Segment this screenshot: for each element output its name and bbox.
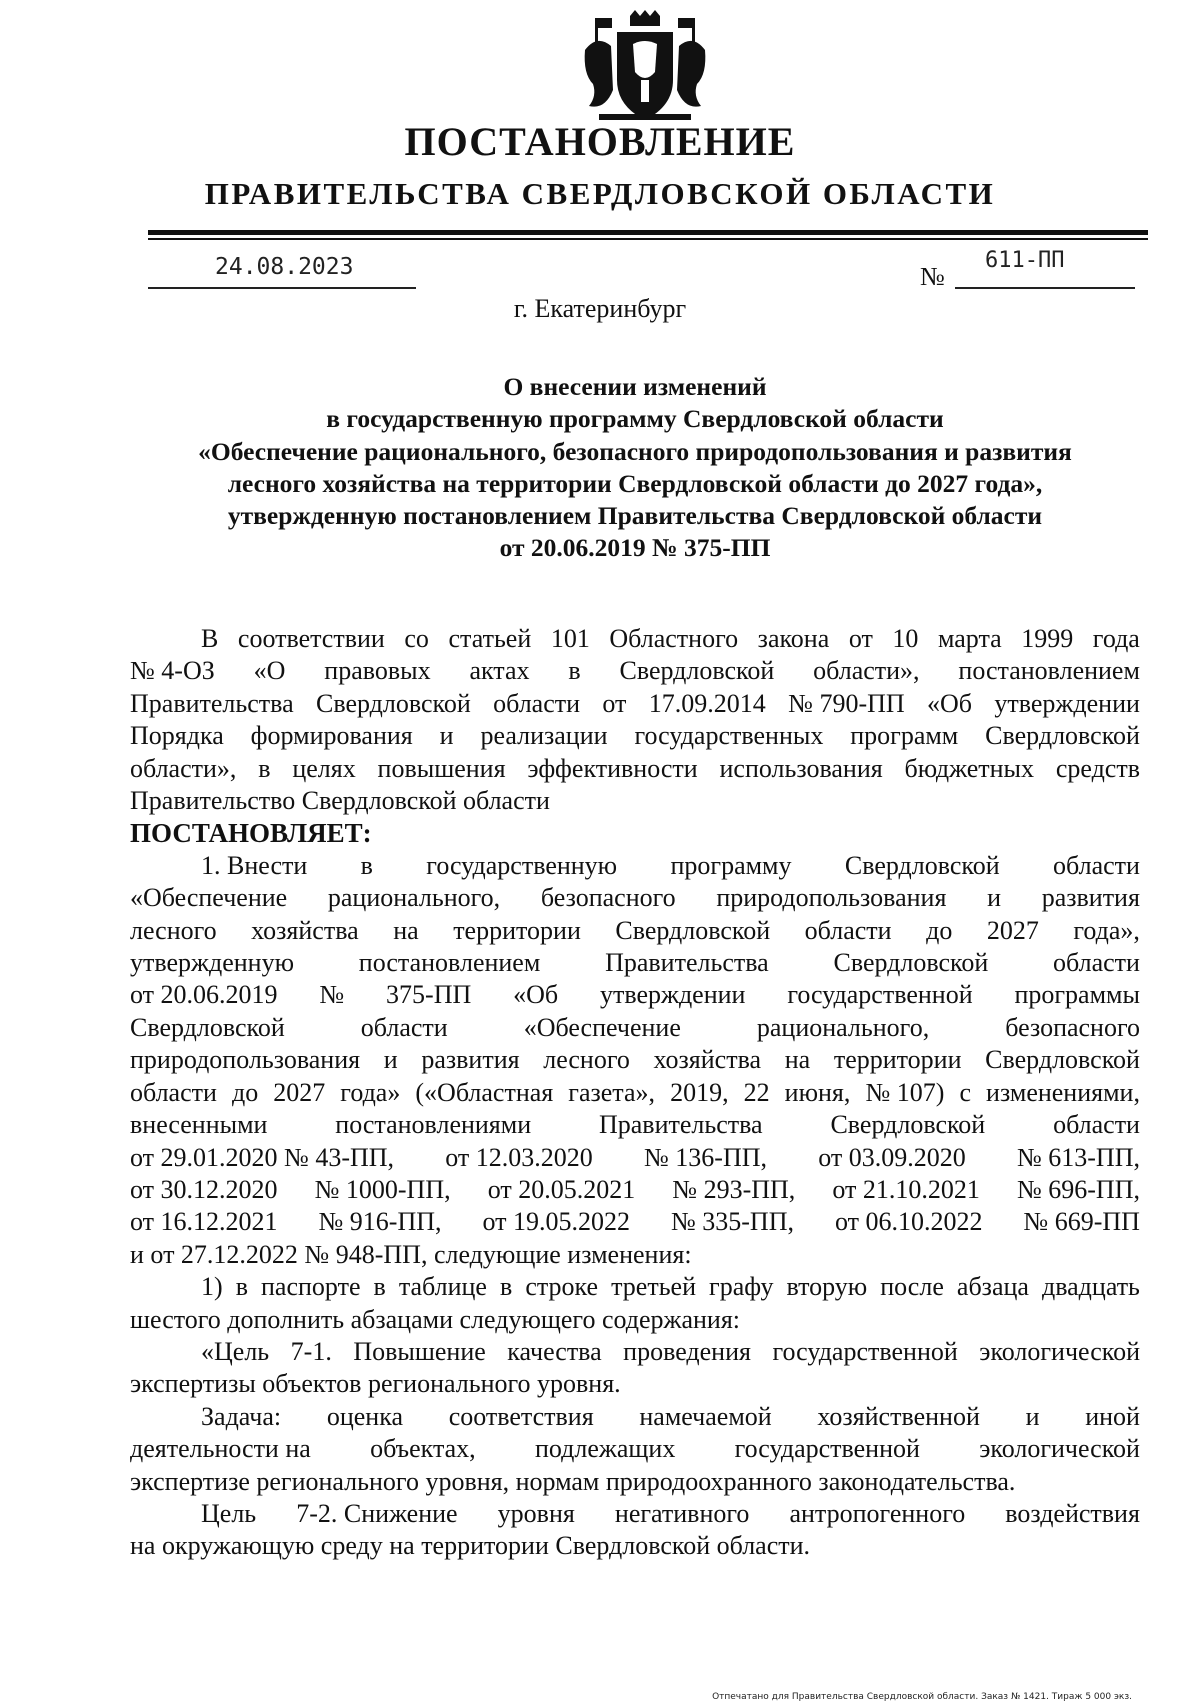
body-word: и	[383, 1045, 398, 1075]
body-word: Областного	[609, 624, 739, 653]
body-word: изменениями,	[986, 1077, 1140, 1107]
body-word: государственной	[734, 1434, 920, 1464]
body-word: области	[804, 915, 892, 945]
body-word: 1)	[201, 1272, 223, 1302]
body-line: Правительство Свердловской области	[130, 786, 550, 816]
body-line: и от 27.12.2022 № 948-ПП, следующие изменения:	[130, 1239, 692, 1269]
body-word: использования	[719, 753, 883, 783]
body-word: целях	[292, 753, 356, 783]
body-line	[130, 720, 1140, 752]
date-underline	[148, 287, 416, 289]
number-sign: №	[920, 262, 945, 291]
body-word: третьей	[611, 1272, 697, 1302]
body-word: Повышение	[353, 1336, 486, 1366]
body-word: программ	[850, 721, 959, 751]
body-line	[130, 1271, 1140, 1303]
body-word: области	[1053, 850, 1140, 880]
body-word: от 20.05.2021	[487, 1174, 636, 1204]
body-word: лесного	[130, 915, 217, 945]
body-word: антропогенного	[789, 1498, 966, 1528]
body-word: и	[439, 721, 454, 751]
body-word: рационального,	[756, 1012, 930, 1042]
body-word: области	[130, 1077, 217, 1107]
body-word: деятельности на	[130, 1434, 311, 1464]
body-word: графу	[709, 1272, 774, 1302]
body-word: программу	[670, 850, 792, 880]
body-word: повышения	[377, 753, 506, 783]
body-word: экологической	[979, 1336, 1140, 1366]
body-word: от	[848, 624, 873, 653]
body-word: средств	[1055, 753, 1140, 783]
body-word: «Об	[513, 980, 559, 1010]
body-word: и	[1025, 1401, 1040, 1431]
body-word: («Областная	[415, 1077, 554, 1107]
body-word: постановлениями	[335, 1110, 532, 1140]
body-word: актах	[469, 656, 530, 686]
body-word: 7-2. Снижение	[296, 1498, 458, 1528]
body-word: 375-ПП	[386, 980, 472, 1010]
body-word: «Обеспечение	[523, 1012, 681, 1042]
body-line	[130, 1012, 1140, 1044]
document-body	[130, 623, 1140, 1563]
issuing-authority-title: ПРАВИТЕЛЬСТВА СВЕРДЛОВСКОЙ ОБЛАСТИ	[204, 176, 996, 211]
body-word: оценка	[326, 1401, 403, 1431]
body-word: проведения	[623, 1336, 751, 1366]
body-word: № 107)	[865, 1077, 945, 1107]
body-line	[130, 915, 1140, 947]
body-word: Свердловской	[619, 656, 775, 686]
body-line	[130, 623, 1140, 655]
body-word: Цель	[201, 1498, 257, 1528]
body-word: № 4-ОЗ	[130, 656, 215, 686]
body-word: года	[1092, 624, 1140, 653]
body-line	[130, 947, 1140, 979]
body-word: Свердловской	[833, 948, 989, 978]
body-line	[130, 655, 1140, 687]
body-line: на окружающую среду на территории Свердловской области.	[130, 1531, 811, 1561]
document-heading	[130, 371, 1140, 565]
body-word: государственной	[772, 1336, 958, 1366]
body-word: государственной	[787, 980, 973, 1010]
body-word: природопользования	[716, 883, 947, 913]
body-line	[130, 850, 1140, 882]
body-word: области	[1053, 948, 1140, 978]
body-word: со	[404, 624, 429, 653]
body-word: утвержденную	[130, 948, 295, 978]
body-word: статьей	[448, 624, 532, 653]
body-word: паспорте	[261, 1272, 361, 1302]
body-word: «О	[253, 656, 286, 686]
body-word: от 29.01.2020 № 43-ПП,	[130, 1142, 395, 1172]
body-word: области»,	[813, 656, 920, 686]
body-word: от 06.10.2022	[834, 1207, 983, 1237]
body-word: подлежащих	[534, 1434, 676, 1464]
body-word: утверждении	[994, 688, 1140, 718]
body-word: №	[319, 980, 345, 1010]
body-word: от 30.12.2020	[130, 1174, 278, 1204]
body-word: В	[201, 624, 219, 653]
body-word: 2019,	[670, 1077, 729, 1107]
body-word: Правительства	[605, 948, 769, 978]
body-word: правовых	[324, 656, 431, 686]
body-word: таблице	[398, 1272, 487, 1302]
body-word: № 1000-ПП,	[314, 1174, 451, 1204]
body-word: соответствия	[448, 1401, 594, 1431]
body-word: 1. Внести	[201, 850, 308, 880]
body-word: Правительства	[130, 688, 294, 718]
body-word: № 136-ПП,	[643, 1142, 768, 1172]
body-word: от 20.06.2019	[130, 980, 278, 1010]
body-word: реализации	[480, 721, 608, 751]
body-word: 101	[550, 624, 590, 653]
body-word: «Обеспечение	[130, 883, 288, 913]
body-word: 10	[892, 624, 919, 653]
heading-line: от 20.06.2019 № 375-ПП	[499, 533, 771, 563]
body-word: № 696-ПП,	[1016, 1174, 1140, 1204]
body-word: от 16.12.2021	[130, 1207, 278, 1237]
body-word: области	[1053, 1110, 1140, 1140]
body-line	[130, 1336, 1140, 1368]
body-word: постановлением	[958, 656, 1140, 686]
body-word: Свердловской	[844, 850, 1000, 880]
body-word: природопользования	[130, 1045, 361, 1075]
body-word: марта	[937, 624, 1002, 653]
body-word: Свердловской	[130, 1012, 285, 1042]
body-word: в	[258, 753, 271, 783]
body-word: на	[393, 915, 419, 945]
body-word: 2027	[273, 1077, 326, 1107]
body-word: 7-1.	[290, 1336, 332, 1366]
body-word: государственную	[426, 850, 618, 880]
body-word: Свердловской	[985, 1045, 1140, 1075]
body-word: № 335-ПП,	[670, 1207, 794, 1237]
body-word: Свердловской	[315, 688, 471, 718]
print-run-note: Отпечатано для Правительства Свердловской области. Заказ № 1421. Тираж 5 000 экз.	[712, 1692, 1132, 1702]
body-word: хозяйства	[251, 915, 359, 945]
body-line: экспертизы объектов регионального уровня.	[130, 1369, 621, 1399]
body-word: 2027	[986, 915, 1039, 945]
body-line	[130, 882, 1140, 914]
body-word: негативного	[614, 1498, 750, 1528]
body-word: в	[360, 850, 373, 880]
body-word: в	[373, 1272, 386, 1302]
body-word: № 790-ПП	[788, 688, 905, 718]
body-word: от 12.03.2020	[445, 1142, 593, 1172]
body-word: июня,	[784, 1077, 851, 1107]
body-word: от	[602, 688, 627, 718]
number-underline	[955, 287, 1135, 289]
body-word: иной	[1085, 1401, 1140, 1431]
body-word: области	[493, 688, 581, 718]
body-word: строке	[525, 1272, 599, 1302]
body-word: утверждении	[599, 980, 746, 1010]
body-word: развития	[1041, 883, 1140, 913]
body-word: с	[959, 1077, 971, 1107]
body-word: области»,	[130, 753, 237, 783]
body-word: № 613-ПП,	[1016, 1142, 1140, 1172]
body-word: № 916-ПП,	[318, 1207, 442, 1237]
body-word: постановлением	[358, 948, 541, 978]
body-word: экологической	[979, 1434, 1140, 1464]
body-word: 22	[743, 1077, 770, 1107]
body-word: бюджетных	[904, 753, 1035, 783]
body-word: территории	[453, 915, 581, 945]
body-line	[130, 1077, 1140, 1109]
body-word: № 293-ПП,	[672, 1174, 796, 1204]
body-word: воздействия	[1005, 1498, 1140, 1528]
body-line	[130, 1206, 1140, 1238]
body-word: вторую	[786, 1272, 868, 1302]
body-word: от 21.10.2021	[832, 1174, 980, 1204]
body-line	[130, 1174, 1140, 1206]
body-word: государственных	[634, 721, 824, 751]
heading-line: О внесении изменений	[503, 372, 767, 401]
body-word: программы	[1014, 980, 1140, 1010]
body-word: рационального,	[327, 883, 501, 913]
header-divider-thin	[148, 238, 1148, 240]
body-word: безопасного	[1005, 1012, 1140, 1042]
body-word: газета»,	[568, 1077, 656, 1107]
body-line	[130, 1142, 1140, 1174]
body-word: хозяйства	[653, 1045, 762, 1075]
body-line	[130, 979, 1140, 1011]
body-word: в	[568, 656, 581, 686]
body-line: шестого дополнить абзацами следующего содержания:	[130, 1304, 741, 1334]
body-word: до	[926, 915, 953, 945]
body-word: «Об	[927, 688, 973, 718]
body-line	[130, 753, 1140, 785]
body-word: до	[231, 1077, 259, 1107]
body-line	[130, 1498, 1140, 1530]
coat-of-arms-emblem	[575, 10, 715, 128]
body-word: внесенными	[130, 1110, 268, 1140]
body-word: Правительства	[598, 1110, 763, 1140]
heading-line: в государственную программу Свердловской области	[326, 404, 944, 434]
body-word: развития	[421, 1045, 520, 1075]
body-word: формирования	[250, 721, 413, 751]
body-word: года»	[340, 1077, 401, 1107]
body-word: в	[500, 1272, 513, 1302]
document-type-title: ПОСТАНОВЛЕНИЕ	[404, 119, 796, 164]
body-word: после	[880, 1272, 944, 1302]
body-word: намечаемой	[639, 1401, 772, 1431]
body-word: от 03.09.2020	[818, 1142, 966, 1172]
city-line: г. Екатеринбург	[513, 294, 687, 323]
body-word: закона	[757, 624, 830, 653]
body-line	[130, 1044, 1140, 1076]
body-word: № 669-ПП	[1023, 1207, 1140, 1237]
document-number: 611-ПП	[985, 248, 1065, 273]
body-word: Свердловской	[830, 1110, 986, 1140]
heading-line: «Обеспечение рационального, безопасного природопользования и развития	[198, 436, 1072, 466]
body-line: экспертизе регионального уровня, нормам природоохранного законодательства.	[130, 1466, 1016, 1496]
body-word: лесного	[543, 1045, 630, 1075]
body-word: Свердловской	[615, 915, 771, 945]
body-word: абзаца	[956, 1272, 1029, 1302]
body-word: года»,	[1073, 915, 1140, 945]
body-line	[130, 688, 1140, 720]
body-word: и	[987, 883, 1002, 913]
body-word: двадцать	[1041, 1272, 1140, 1302]
body-word: Задача:	[201, 1401, 282, 1431]
body-word: в	[235, 1272, 248, 1302]
body-word: Свердловской	[985, 721, 1140, 751]
heading-line: лесного хозяйства на территории Свердловской области до 2027 года»,	[227, 468, 1043, 498]
body-word: хозяйственной	[817, 1401, 980, 1431]
body-line	[130, 1433, 1140, 1465]
body-word: уровня	[497, 1498, 575, 1528]
body-word: безопасного	[540, 883, 676, 913]
document-date: 24.08.2023	[215, 254, 354, 280]
heading-line: утвержденную постановлением Правительства Свердловской области	[227, 501, 1043, 531]
body-word: области	[360, 1012, 448, 1042]
body-word: «Цель	[201, 1336, 270, 1366]
body-word: объектах,	[370, 1434, 476, 1464]
body-word: территории	[833, 1045, 962, 1075]
body-line	[130, 1401, 1140, 1433]
body-word: эффективности	[527, 753, 698, 783]
body-word: на	[784, 1045, 811, 1075]
header-divider-thick	[148, 230, 1148, 235]
body-word: соответствии	[237, 624, 385, 653]
body-word: от 19.05.2022	[482, 1207, 630, 1237]
body-word: качества	[507, 1336, 602, 1366]
body-word: 17.09.2014	[648, 688, 766, 718]
body-word: Порядка	[130, 721, 224, 751]
resolution-keyword: ПОСТАНОВЛЯЕТ:	[130, 818, 372, 849]
body-line	[130, 1109, 1140, 1141]
body-word: 1999	[1021, 624, 1074, 653]
